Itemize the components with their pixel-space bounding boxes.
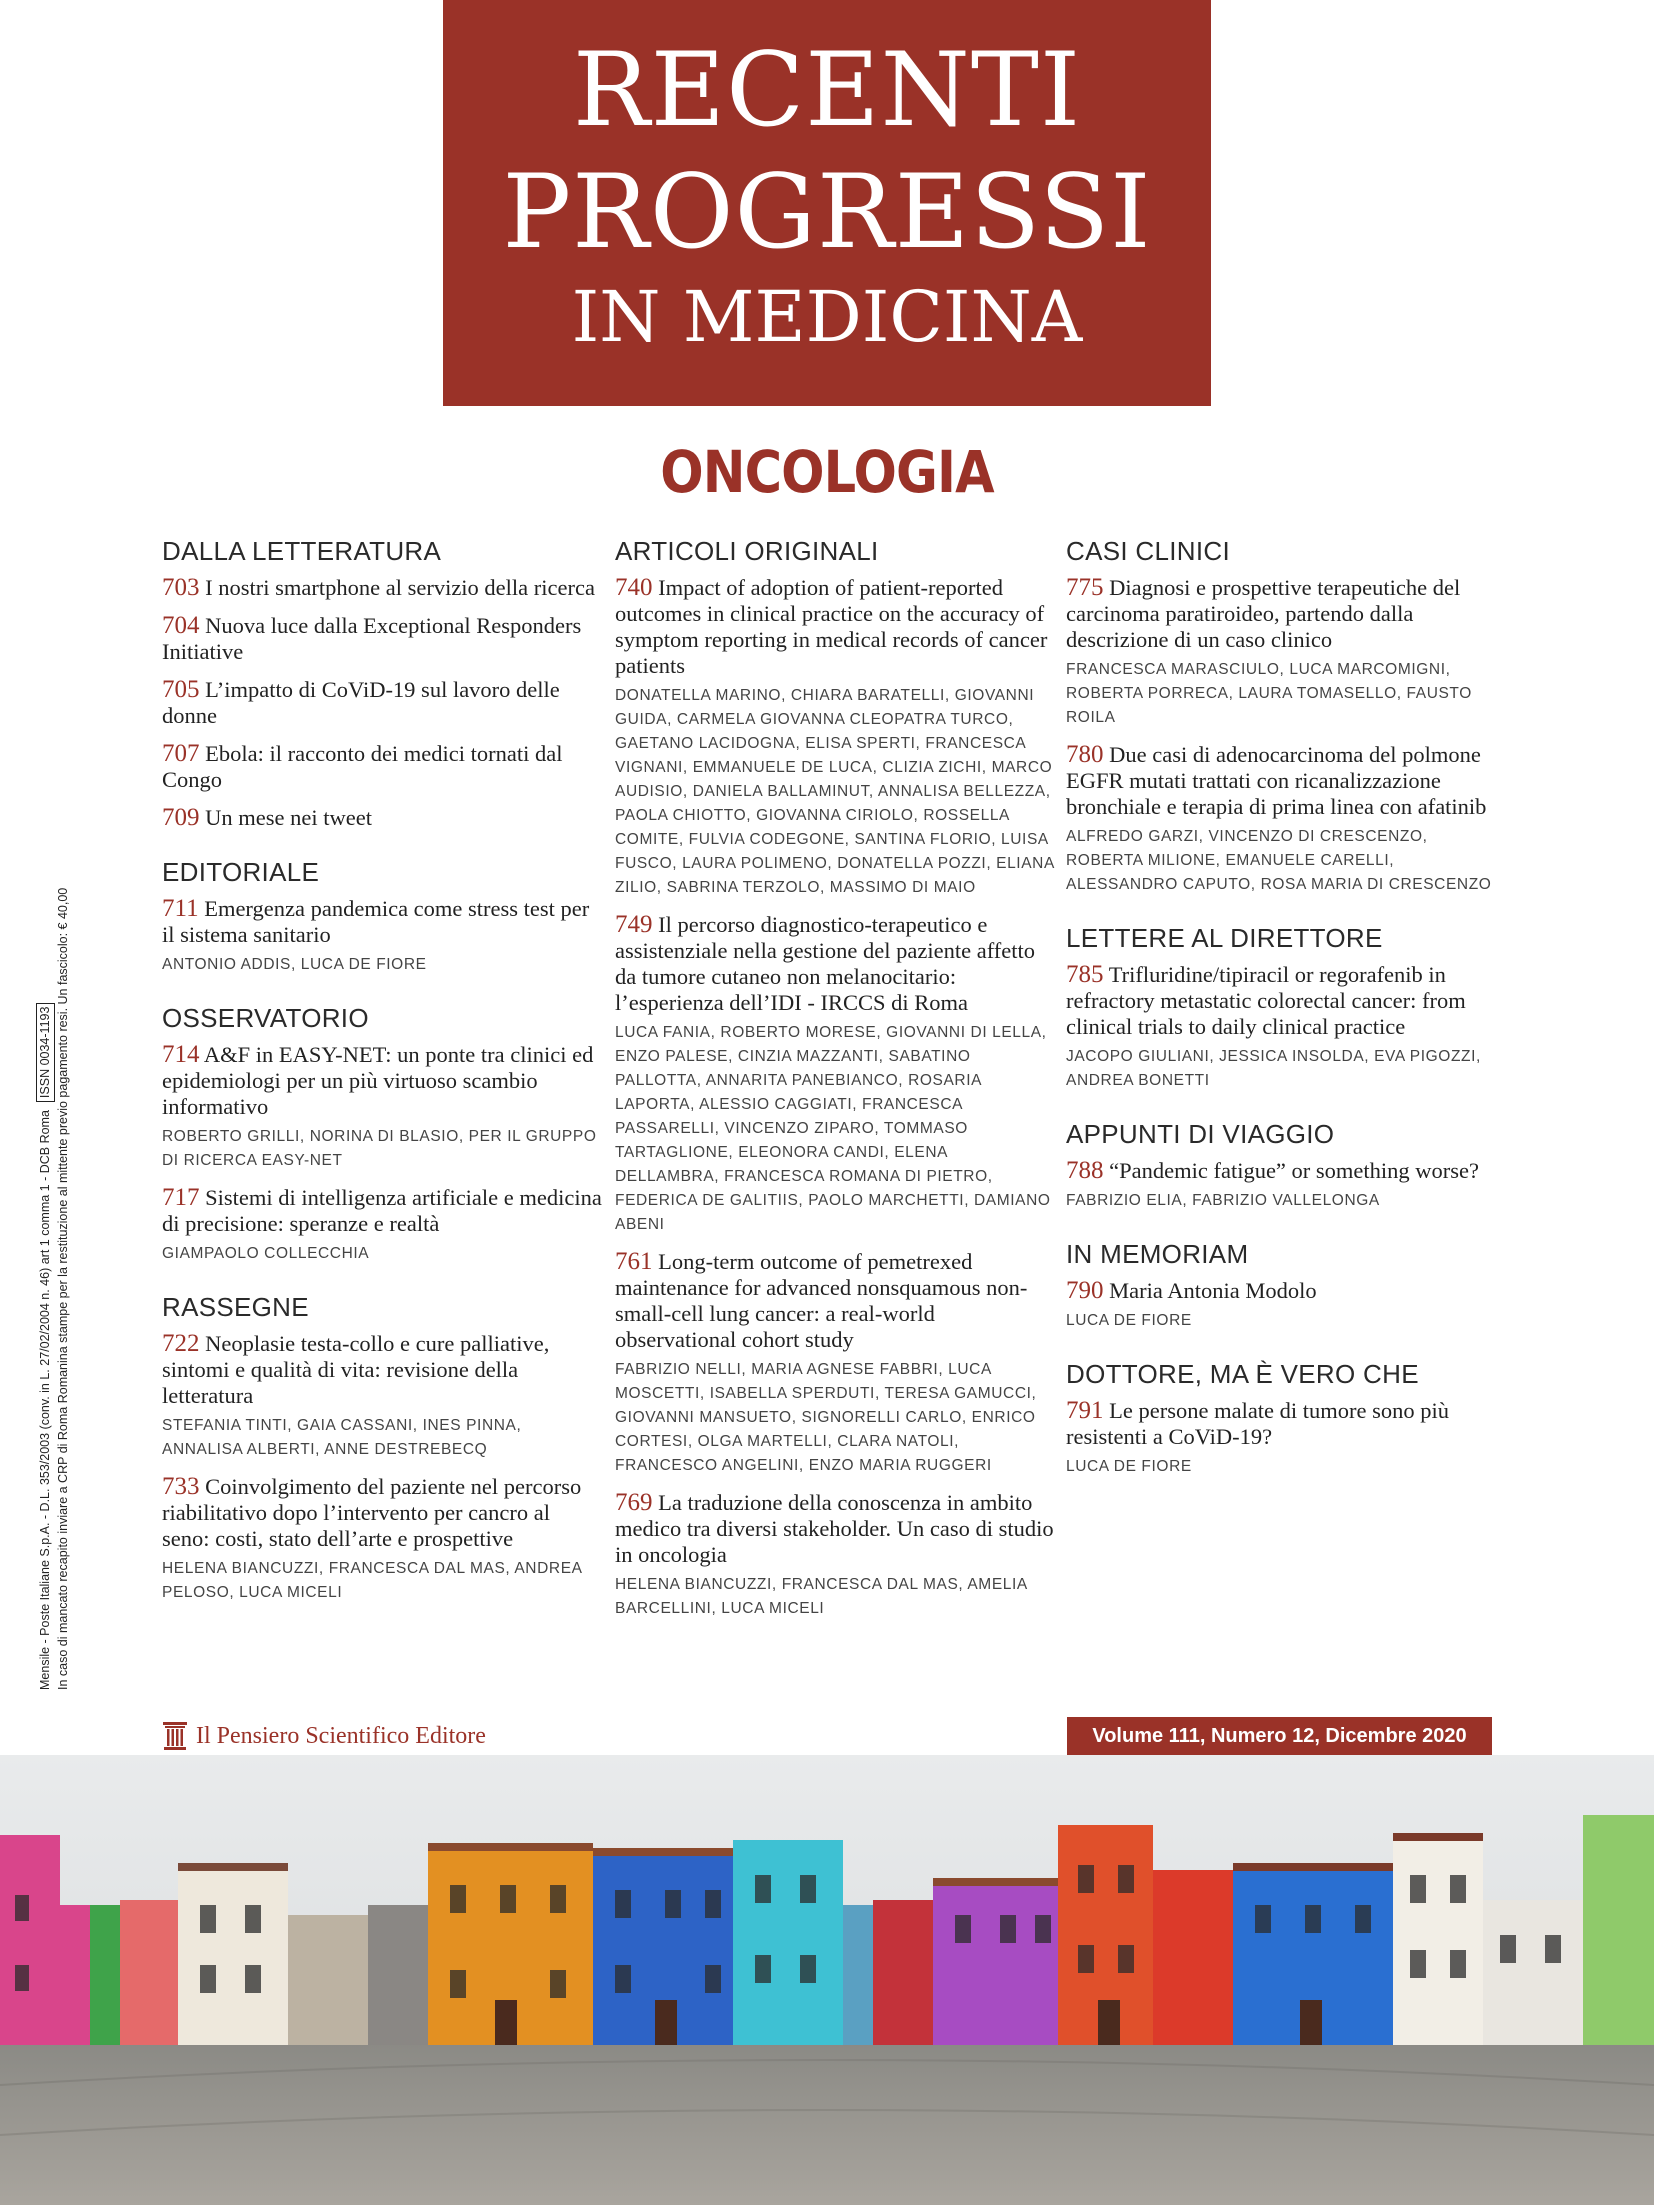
page-number: 785 (1066, 961, 1104, 988)
masthead-title-line-1: RECENTI (572, 31, 1082, 150)
article-title: Ebola: il racconto dei medici tornati dal Congo (162, 741, 563, 792)
article-authors: LUCA FANIA, ROBERTO MORESE, GIOVANNI DI LELLA, ENZO PALESE, CINZIA MAZZANTI, SABATINO PALLOTTA, ANNARITA PANEBIANCO, ROSARIA LAPORTA, ALESSIO CAGGIATI, FRANCESCA PASSARELLI, VINCENZO ZIPARO, TOMMASO TARTAGLIONE, ELEONORA CANDI, ELENA DELLAMBRA, FRANCESCA ROMANA DI PIETRO, FEDERICA DE GALITIIS, PAOLO MARCHETTI, DAMIANO ABENI (615, 1024, 1051, 1233)
article-title: Le persone malate di tumore sono più resistenti a CoViD-19? (1066, 1398, 1450, 1449)
postal-info-line-2: In caso di mancato recapito inviare a CRP di Roma Romanina stampe per la restituzione al mittente previo pagamento resi. Un fascicolo: € 40,00 (56, 887, 70, 1690)
page-number: 780 (1066, 741, 1104, 768)
section-heading: APPUNTI DI VIAGGIO (1066, 1119, 1335, 1149)
page-number: 775 (1066, 574, 1104, 601)
article-authors: LUCA DE FIORE (1066, 1312, 1192, 1329)
article-title: Nuova luce dalla Exceptional Responders Initiative (162, 613, 582, 664)
toc-article[interactable] (162, 1042, 602, 1173)
article-title: Emergenza pandemica come stress test per il sistema sanitario (162, 896, 590, 947)
article-authors: STEFANIA TINTI, GAIA CASSANI, INES PINNA, ANNALISA ALBERTI, ANNE DESTREBECQ (162, 1417, 522, 1458)
toc-article[interactable] (162, 677, 602, 729)
toc-article[interactable] (162, 1474, 602, 1605)
article-title-line (162, 677, 602, 729)
article-authors: HELENA BIANCUZZI, FRANCESCA DAL MAS, AMELIA BARCELLINI, LUCA MICELI (615, 1576, 1027, 1617)
toc-article[interactable] (162, 805, 602, 831)
article-title: Un mese nei tweet (205, 805, 372, 830)
toc-article[interactable] (162, 741, 602, 793)
article-title: A&F in EASY-NET: un ponte tra clinici ed epidemiologi per un più virtuoso scambio informativo (162, 1042, 594, 1119)
article-title-line (162, 896, 602, 948)
toc-section (1066, 536, 1506, 897)
toc-section (1066, 1119, 1506, 1213)
toc-article[interactable] (1066, 962, 1506, 1093)
masthead (443, 0, 1211, 406)
section-heading: RASSEGNE (162, 1292, 309, 1322)
article-title: Trifluridine/tipiracil or regorafenib in refractory metastatic colorectal cancer: from clinical trials to daily clinical practice (1066, 962, 1466, 1039)
article-authors: FABRIZIO ELIA, FABRIZIO VALLELONGA (1066, 1192, 1380, 1209)
page-number: 791 (1066, 1397, 1104, 1424)
page-number: 714 (162, 1041, 200, 1068)
toc-section (162, 536, 602, 831)
page-number: 704 (162, 612, 200, 639)
article-title-line (162, 1042, 602, 1120)
article-authors: FABRIZIO NELLI, MARIA AGNESE FABBRI, LUCA MOSCETTI, ISABELLA SPERDUTI, TERESA GAMUCCI, GIOVANNI MANSUETO, SIGNORELLI CARLO, ENRICO CORTESI, OLGA MARTELLI, CLARA NATOLI, FRANCESCO ANGELINI, ENZO MARIA RUGGERI (615, 1361, 1037, 1474)
toc-section (162, 1003, 602, 1266)
toc-article[interactable] (1066, 742, 1506, 897)
page-number: 733 (162, 1473, 200, 1500)
toc-article[interactable] (162, 1331, 602, 1462)
toc-section (615, 536, 1055, 1621)
page-number: 749 (615, 911, 653, 938)
toc-column-3 (1066, 536, 1506, 1505)
article-title: Diagnosi e prospettive terapeutiche del carcinoma paratiroideo, partendo dalla descrizione di un caso clinico (1066, 575, 1461, 652)
section-heading: EDITORIALE (162, 857, 320, 887)
column-logo-icon (162, 1721, 188, 1751)
article-title-line (162, 575, 602, 601)
page-number: 769 (615, 1489, 653, 1516)
article-title-line (1066, 1398, 1506, 1450)
article-title-line (1066, 962, 1506, 1040)
publisher-name: Il Pensiero Scientifico Editore (196, 1722, 486, 1749)
article-title: La traduzione della conoscenza in ambito medico tra diversi stakeholder. Un caso di studio in oncologia (615, 1490, 1054, 1567)
issn-box: ISSN 0034-1193 (36, 1003, 55, 1103)
toc-section (162, 1292, 602, 1605)
article-title-line (162, 613, 602, 665)
article-title: Coinvolgimento del paziente nel percorso riabilitativo dopo l’intervento per cancro al seno: costi, stato dell’arte e prospettive (162, 1474, 582, 1551)
page-number: 761 (615, 1248, 653, 1275)
article-title-line (1066, 575, 1506, 653)
page-number: 705 (162, 676, 200, 703)
postal-info-line-1: Mensile - Poste Italiane S.p.A. - D.L. 353/2003 (conv. in L. 27/02/2004 n. 46) art 1 comma 1 - DCB RomaISSN 0034-1193 (36, 790, 55, 1690)
section-heading: CASI CLINICI (1066, 536, 1230, 566)
article-title-line (162, 805, 602, 831)
toc-section (1066, 1359, 1506, 1479)
postal-sidebar (36, 887, 70, 1690)
cover-photo-burano-houses (0, 1755, 1654, 2205)
article-title-line (162, 1331, 602, 1409)
article-title: “Pandemic fatigue” or something worse? (1109, 1158, 1480, 1183)
article-authors: GIAMPAOLO COLLECCHIA (162, 1245, 370, 1262)
toc-article[interactable] (615, 1249, 1055, 1478)
section-heading: DOTTORE, MA È VERO CHE (1066, 1359, 1419, 1389)
toc-column-2 (615, 536, 1055, 1647)
article-authors: JACOPO GIULIANI, JESSICA INSOLDA, EVA PIGOZZI, ANDREA BONETTI (1066, 1048, 1481, 1089)
article-title: Due casi di adenocarcinoma del polmone EGFR mutati trattati con ricanalizzazione bronchiale e terapia di prima linea con afatinib (1066, 742, 1487, 819)
toc-article[interactable] (162, 1185, 602, 1266)
article-authors: ROBERTO GRILLI, NORINA DI BLASIO, PER IL GRUPPO DI RICERCA EASY-NET (162, 1128, 597, 1169)
article-authors: ANTONIO ADDIS, LUCA DE FIORE (162, 956, 427, 973)
article-title-line (1066, 1278, 1506, 1304)
article-authors: LUCA DE FIORE (1066, 1458, 1192, 1475)
page-number: 722 (162, 1330, 200, 1357)
page-number: 703 (162, 574, 200, 601)
page-number: 740 (615, 574, 653, 601)
toc-article[interactable] (615, 912, 1055, 1237)
page-number: 711 (162, 895, 199, 922)
section-heading: LETTERE AL DIRETTORE (1066, 923, 1383, 953)
article-authors: ALFREDO GARZI, VINCENZO DI CRESCENZO, ROBERTA MILIONE, EMANUELE CARELLI, ALESSANDRO CAPUTO, ROSA MARIA DI CRESCENZO (1066, 828, 1492, 893)
toc-article[interactable] (1066, 1278, 1506, 1333)
article-title-line (615, 1249, 1055, 1353)
toc-article[interactable] (162, 896, 602, 977)
masthead-title-line-3: IN MEDICINA (571, 276, 1083, 358)
section-heading: ARTICOLI ORIGINALI (615, 536, 879, 566)
article-title: Sistemi di intelligenza artificiale e medicina di precisione: speranze e realtà (162, 1185, 602, 1236)
page-number: 707 (162, 740, 200, 767)
article-title: Neoplasie testa-collo e cure palliative, sintomi e qualità di vita: revisione della letteratura (162, 1331, 550, 1408)
article-title: Il percorso diagnostico-terapeutico e assistenziale nella gestione del paziente affetto da tumore cutaneo non melanocitario: l’esperienza dell’IDI - IRCCS di Roma (615, 912, 1036, 1015)
article-title: Maria Antonia Modolo (1109, 1278, 1317, 1303)
page-number: 788 (1066, 1157, 1104, 1184)
toc-article[interactable] (1066, 1158, 1506, 1213)
page-number: 709 (162, 804, 200, 831)
page-number: 717 (162, 1184, 200, 1211)
toc-article[interactable] (615, 1490, 1055, 1621)
article-title-line (162, 1185, 602, 1237)
article-authors: HELENA BIANCUZZI, FRANCESCA DAL MAS, ANDREA PELOSO, LUCA MICELI (162, 1560, 582, 1601)
article-authors: FRANCESCA MARASCIULO, LUCA MARCOMIGNI, ROBERTA PORRECA, LAURA TOMASELLO, FAUSTO ROILA (1066, 661, 1472, 726)
publisher-logo (162, 1719, 486, 1753)
section-title: ONCOLOGIA (660, 438, 994, 506)
volume-issue-badge: Volume 111, Numero 12, Dicembre 2020 (1067, 1717, 1492, 1755)
article-title: L’impatto di CoViD-19 sul lavoro delle donne (162, 677, 560, 728)
toc-article[interactable] (1066, 1398, 1506, 1479)
article-title-line (1066, 1158, 1506, 1184)
section-heading: OSSERVATORIO (162, 1003, 369, 1033)
section-heading: IN MEMORIAM (1066, 1239, 1249, 1269)
masthead-title-line-2: PROGRESSI (502, 153, 1152, 272)
article-authors: DONATELLA MARINO, CHIARA BARATELLI, GIOVANNI GUIDA, CARMELA GIOVANNA CLEOPATRA TURCO, GAETANO LACIDOGNA, ELISA SPERTI, FRANCESCA VIGNANI, EMMANUELE DE LUCA, CLIZIA ZICHI, MARCO AUDISIO, DANIELA BALLAMINUT, ANNALISA BELLEZZA, PAOLA CHIOTTO, GIOVANNA CIRIOLO, ROSSELLA COMITE, FULVIA CODEGONE, SANTINA FLORIO, LUISA FUSCO, LAURA POLIMENO, DONATELLA POZZI, ELIANA ZILIO, SABRINA TERZOLO, MASSIMO DI MAIO (615, 687, 1055, 896)
article-title-line (1066, 742, 1506, 820)
toc-article[interactable] (162, 575, 602, 601)
article-title: Impact of adoption of patient-reported outcomes in clinical practice on the accuracy of symptom reporting in medical records of cancer patients (615, 575, 1048, 678)
toc-column-1 (162, 536, 602, 1631)
toc-article[interactable] (1066, 575, 1506, 730)
article-title-line (615, 1490, 1055, 1568)
article-title-line (615, 575, 1055, 679)
toc-article[interactable] (615, 575, 1055, 900)
article-title-line (162, 1474, 602, 1552)
toc-section (1066, 923, 1506, 1093)
toc-section (162, 857, 602, 977)
toc-section (1066, 1239, 1506, 1333)
article-title-line (615, 912, 1055, 1016)
article-title: I nostri smartphone al servizio della ricerca (205, 575, 595, 600)
article-title-line (162, 741, 602, 793)
article-title: Long-term outcome of pemetrexed maintenance for advanced nonsquamous non-small-cell lung cancer: a real-world observational cohort study (615, 1249, 1028, 1352)
toc-article[interactable] (162, 613, 602, 665)
page-number: 790 (1066, 1277, 1104, 1304)
section-heading: DALLA LETTERATURA (162, 536, 442, 566)
